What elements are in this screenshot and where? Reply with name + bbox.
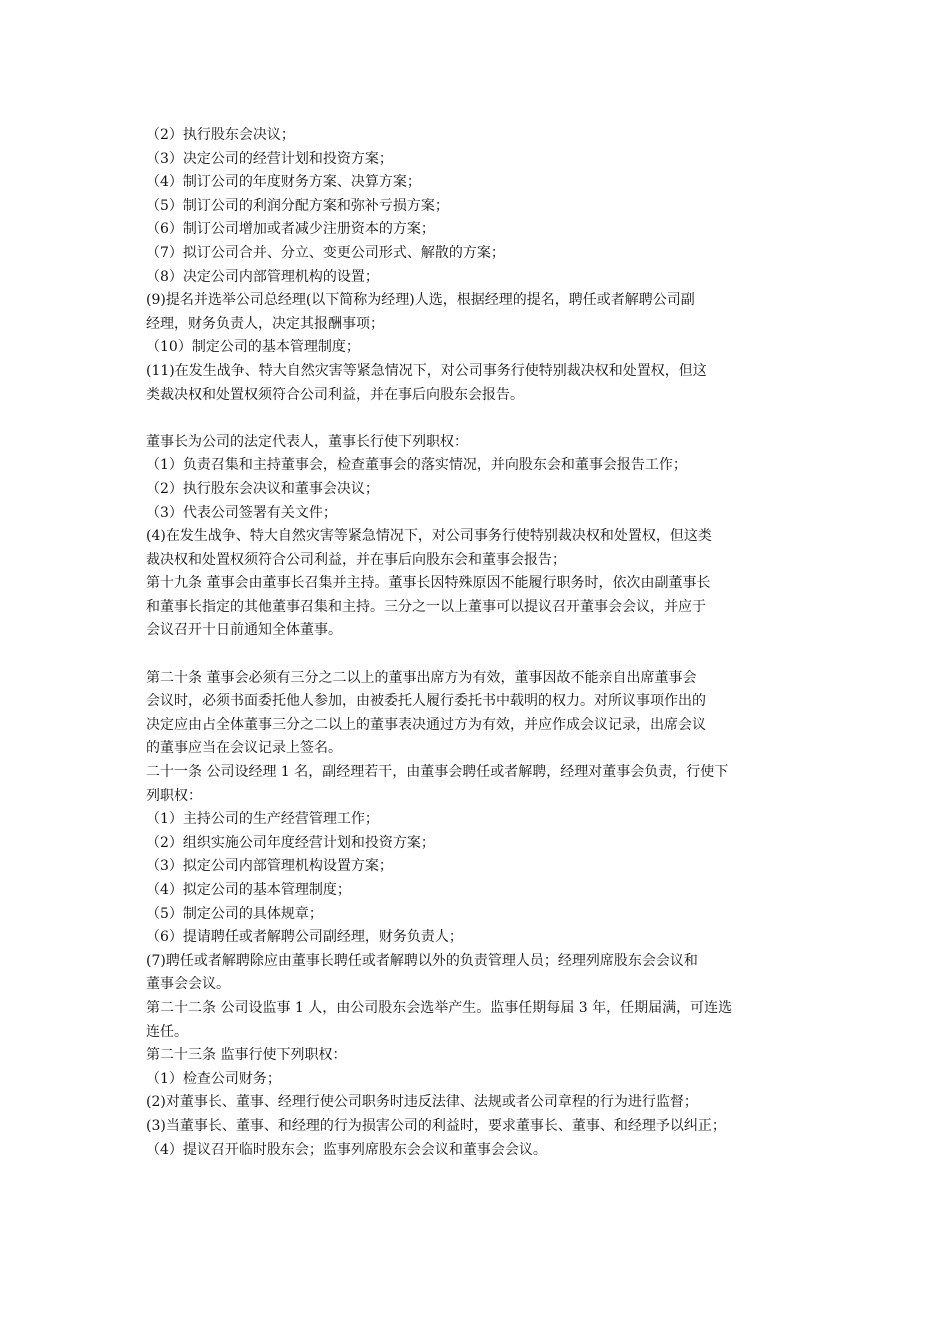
text-line: （6）制订公司增加或者减少注册资本的方案； [146, 221, 435, 238]
text-line: 会议时，必须书面委托他人参加，由被委托人履行委托书中载明的权力。对所议事项作出的 [146, 693, 706, 710]
document-body [146, 124, 810, 1162]
paragraph-spacer [146, 643, 810, 667]
text-line: （5）制订公司的利润分配方案和弥补亏损方案； [146, 197, 449, 214]
text-line: （3）代表公司签署有关文件； [146, 504, 337, 521]
text-line: 第二十条 董事会必须有三分之二以上的董事出席方为有效，董事因故不能亲自出席董事会 [146, 669, 697, 686]
text-line: 经理，财务负责人，决定其报酬事项； [146, 315, 384, 332]
text-line: 二十一条 公司设经理 1 名，副经理若干，由董事会聘任或者解聘，经理对董事会负责，行使下 [146, 764, 729, 781]
text-line: 第二十二条 公司设监事 1 人，由公司股东会选举产生。监事任期每届 3 年，任期届满，可连选 [146, 999, 733, 1016]
text-line: 决定应由占全体董事三分之二以上的董事表决通过方为有效，并应作成会议记录，出席会议 [146, 716, 706, 733]
text-line: (7)聘任或者解聘除应由董事长聘任或者解聘以外的负责管理人员；经理列席股东会会议和 [146, 952, 698, 969]
text-line: 类裁决权和处置权须符合公司利益，并在事后向股东会报告。 [146, 386, 524, 403]
text-line: 第二十三条 监事行使下列职权： [146, 1047, 347, 1064]
text-line: 会议召开十日前通知全体董事。 [146, 622, 342, 639]
text-line: (11)在发生战争、特大自然灾害等紧急情况下，对公司事务行使特别裁决权和处置权，但这 [146, 362, 707, 379]
text-line: 董事长为公司的法定代表人，董事长行使下列职权： [146, 433, 468, 450]
text-line: （2）执行股东会决议； [146, 127, 295, 143]
text-line: (4)在发生战争、特大自然灾害等紧急情况下，对公司事务行使特别裁决权和处置权，但这类 [146, 528, 712, 545]
text-line: （8）决定公司内部管理机构的设置； [146, 268, 379, 285]
text-line: (9)提名并选举公司总经理(以下简称为经理)人选，根据经理的提名，聘任或者解聘公司副 [146, 292, 695, 309]
paragraph-spacer [146, 407, 810, 431]
text-line: （5）制定公司的具体规章； [146, 905, 323, 922]
text-line: （4）提议召开临时股东会；监事列席股东会会议和董事会会议。 [146, 1141, 547, 1158]
text-line: （1）负责召集和主持董事会，检查董事会的落实情况，并向股东会和董事会报告工作； [146, 457, 687, 474]
text-line: （4）制订公司的年度财务方案、决算方案； [146, 174, 421, 191]
text-line: 列职权： [146, 787, 202, 804]
text-line: （2）组织实施公司年度经营计划和投资方案； [146, 834, 435, 851]
text-line: （10）制定公司的基本管理制度； [146, 339, 360, 356]
text-line: 和董事长指定的其他董事召集和主持。三分之一以上董事可以提议召开董事会会议，并应于 [146, 598, 706, 615]
text-line: (2)对董事长、董事、经理行使公司职务时违反法律、法规或者公司章程的行为进行监督； [146, 1094, 698, 1111]
text-line: 裁决权和处置权须符合公司利益，并在事后向股东会和董事会报告； [146, 551, 566, 568]
text-line: （4）拟定公司的基本管理制度； [146, 882, 351, 898]
text-line: （7）拟订公司合并、分立、变更公司形式、解散的方案； [146, 244, 505, 261]
text-line: 的董事应当在会议记录上签名。 [146, 740, 342, 757]
text-line: （2）执行股东会决议和董事会决议； [146, 480, 379, 497]
text-line: 连任。 [146, 1023, 188, 1040]
text-line: （3）拟定公司内部管理机构设置方案； [146, 858, 393, 875]
text-line: （3）决定公司的经营计划和投资方案； [146, 150, 393, 167]
text-line: （1）检查公司财务； [146, 1070, 281, 1087]
text-line: 第十九条 董事会由董事长召集并主持。董事长因特殊原因不能履行职务时，依次由副董事长 [146, 575, 711, 592]
text-line: （6）提请聘任或者解聘公司副经理，财务负责人； [146, 929, 463, 946]
text-line: (3)当董事长、董事、和经理的行为损害公司的利益时，要求董事长、董事、和经理予以纠正； [146, 1117, 726, 1134]
text-line: 董事会会议。 [146, 976, 230, 993]
text-line: （1）主持公司的生产经营管理工作； [146, 811, 379, 828]
